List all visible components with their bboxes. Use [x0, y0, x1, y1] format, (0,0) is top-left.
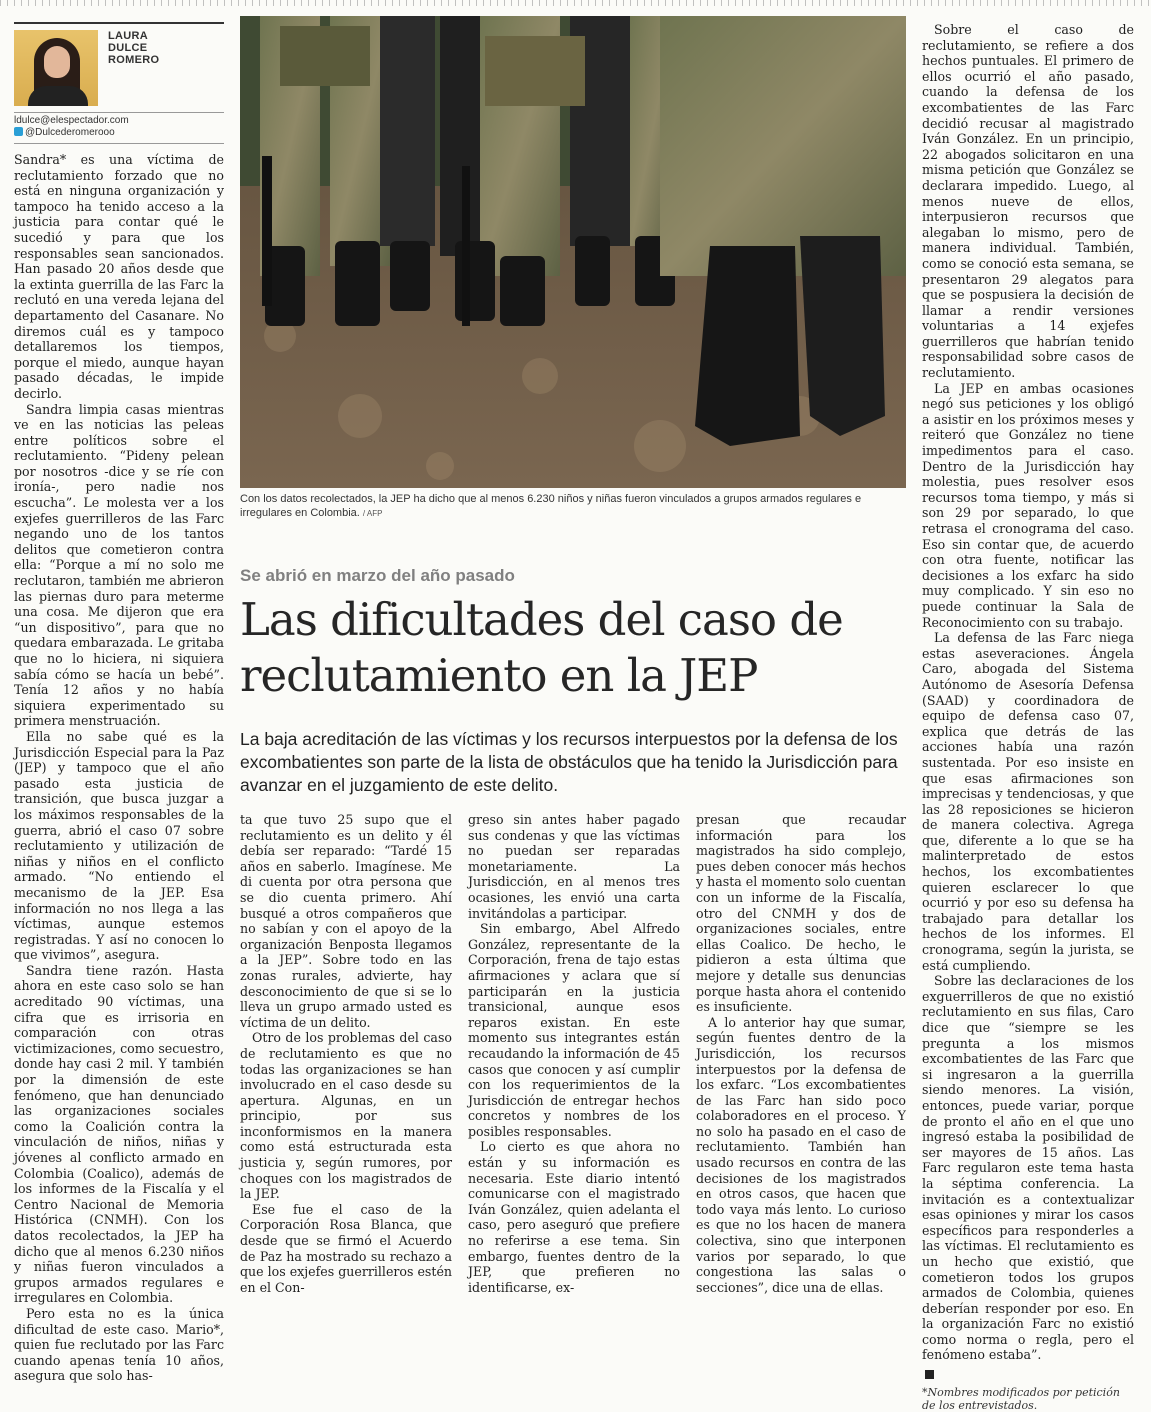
photo-credit: / AFP	[362, 509, 383, 518]
article-body-col-4	[696, 812, 906, 1295]
paragraph: Otro de los problemas del caso de reclutamiento es que no todas las organizaciones se han involucrado en el caso desde su apertura. Algunas, en un principio, por sus inconformismos en la manera como está estructurada esta justicia y, según rumores, por choques con los magistrados de la JEP.	[240, 1030, 452, 1202]
hero-photo	[240, 16, 906, 488]
author-name-line: ROMERO	[108, 54, 160, 66]
author-name	[108, 30, 159, 106]
paragraph: Sin embargo, Abel Alfredo González, representante de la Corporación, frena de tajo estas afirmaciones y aclara que sí participarán en la justicia transicional, aunque esos reparos existan. En este momento sus integrantes están recaudando la información de 45 casos que conocen y así cumplir con los requerimientos de la Jurisdicción de entregar hechos concretos y nombres de los posibles responsables.	[468, 921, 680, 1139]
end-mark-icon	[925, 1370, 934, 1379]
paragraph: Sandra tiene razón. Hasta ahora en este caso solo se han acreditado 90 víctimas, una cifra que es irrisoria en comparación con otras victimizaciones, como secuestro, donde hay casi 2 mil. Y también por la dimensión de este fenómeno, que han denunciado las organizaciones sociales como la Coalición contra la vinculación de niños, niñas y jóvenes al conflicto armado en Colombia (Coalico), además de los informes de la Fiscalía y el Centro Nacional de Memoria Histórica (CNMH). Con los datos recolectados, la JEP ha dicho que al menos 6.230 niños y niñas fueron vinculados a grupos armados regulares e irregulares en Colombia.	[14, 962, 224, 1306]
article-body-col-5	[922, 22, 1134, 1363]
paragraph: Ella no sabe qué es la Jurisdicción Especial para la Paz (JEP) y tampoco que el año pasado esta justicia de transición, que busca juzgar a los máximos responsables de la guerra, abrió el caso 07 sobre reclutamiento y utilización de niñas y niños en el conflicto armado. “No entiendo el mecanismo de la JEP. Esa información no nos llega a las víctimas, aunque estemos registradas. Y así no conocen lo que vivimos”, asegura.	[14, 728, 224, 963]
paragraph: Sandra limpia casas mientras ve en las noticias las peleas entre políticos sobre el reclutamiento. “Pideny pelean por nosotros -dice y se ríe con ironía-, pero nadie nos escucha”. Le molesta ver a los exjefes guerrilleros de las Farc negando uno de los tantos delitos que cometieron contra ella: “Porque a mí no solo me reclutaron, también me abrieron las piernas duro para meterme una cosa. Me dijeron que era “un dispositivo”, para que no quedara embarazada. Le gritaba que no lo hiciera, ni siquiera sabía cómo se hacía un bebé”. Tenía 12 años y no había siquiera experimentado su primera menstruación.	[14, 401, 224, 729]
paragraph: Lo cierto es que ahora no están y su información es necesaria. Este diario intentó comunicarse con el magistrado Iván González, quien adelanta el caso, pero aseguró que prefiere no referirse a ese tema. Sin embargo, fuentes dentro de la JEP, que prefieren no identificarse, ex-	[468, 1139, 680, 1295]
paragraph: A lo anterior hay que sumar, según fuentes dentro de la Jurisdicción, los recursos interpuestos por la defensa de los exfarc. “Los excombatientes de las Farc han sido poco colaboradores en el proceso. Y no solo ha pasado en el caso de reclutamiento. También han usado recursos en contra de las decisiones de los magistrados en otros casos, que hacen que todo vaya más lento. Lo curioso es que no los hacen de manera colectiva, sino que interponen varios por separado, lo que congestiona las salas o secciones”, dice una de ellas.	[696, 1014, 906, 1295]
paragraph: presan que recaudar información para los magistrados ha sido complejo, pues deben conocer más hechos y hasta el momento solo cuentan con un informe de la Fiscalía, otro del CNMH y dos de organizaciones sociales, entre ellas Coalico. De hecho, le pidieron a esta última que mejore y detalle sus denuncias porque hasta ahora el contenido es insuficiente.	[696, 812, 906, 1015]
article-body-col-1	[14, 152, 224, 1384]
paragraph: La defensa de las Farc niega estas aseveraciones. Ángela Caro, abogada del Sistema Autónomo de Asesoría Defensa (SAAD) y coordinadora de equipo de defensa caso 07, explica que detrás de las acciones había una razón sustentada. Por eso insiste en que esas afirmaciones son imprecisas y tendenciosas, y que las 28 reposiciones se hicieron de manera colectiva. Agrega que, diferente a lo que se ha malinterpretado de estos hechos, los excombatientes quieren esclarecer lo que ocurrió y por eso su defensa ha trabajado para detallar los hechos de los informes. El cronograma, según la jurista, se está cumpliendo.	[922, 630, 1134, 973]
author-box	[14, 22, 224, 113]
author-twitter[interactable]: @Dulcederomerooo	[25, 127, 115, 138]
photo-caption	[240, 492, 906, 521]
author-contact	[14, 113, 224, 144]
right-column	[922, 22, 1134, 1412]
paragraph: greso sin antes haber pagado sus condenas y que las víctimas no puedan ser reparadas monetariamente. La Jurisdicción, en al menos tres ocasiones, les envió una carta invitándolas a participar.	[468, 812, 680, 921]
paragraph: ta que tuvo 25 supo que el reclutamiento es un delito y él debía ser reparado: “Tardé 15 años en saberlo. Imagínese. Me di cuenta por otra persona que se dio cuenta primero. Ahí busqué a otros compañeros que no sabían y con el apoyo de la organización Benposta llegamos a la JEP”. Sobre todo en las zonas rurales, advierte, hay desconocimiento de que si se lo lleva un grupo armado usted es víctima de un delito.	[240, 812, 452, 1030]
soldiers-photo-illustration	[240, 16, 906, 488]
author-photo	[14, 30, 98, 106]
twitter-icon	[14, 127, 23, 136]
kicker: Se abrió en marzo del año pasado	[240, 566, 515, 585]
author-email[interactable]: ldulce@elespectador.com	[14, 115, 129, 126]
author-name-line: LAURA	[108, 30, 148, 42]
footnote: *Nombres modificados por petición de los entrevistados.	[922, 1386, 1120, 1412]
paragraph: Sandra* es una víctima de reclutamiento forzado que no está en ninguna organización y tampoco ha tenido acceso a la justicia para contar qué le sucedió y para que los responsables sean sancionados. Han pasado 20 años desde que la extinta guerrilla de las Farc la reclutó en una vereda lejana del departamento del Casanare. No diremos cuál es y tampoco detallaremos los tiempos, porque el miedo, aunque hayan pasado décadas, le impide decirlo.	[14, 152, 224, 401]
top-rule	[0, 0, 1151, 6]
paragraph: La JEP en ambas ocasiones negó sus peticiones y los obligó a asistir en los próximos meses y reiteró que González no tiene impedimentos para el caso. Dentro de la Jurisdicción hay molestia, pues resolver esos recursos toma tiempo, y más si son 29 por separado, lo que retrasa el cronograma del caso. Eso sin contar que, de acuerdo con otra fuente, notificar las decisiones a los exfarc ha sido muy complicado. Y sin eso no puede continuar la Sala de Reconocimiento con su trabajo.	[922, 380, 1134, 630]
deck: La baja acreditación de las víctimas y los recursos interpuestos por la defensa de los excombatientes son parte de la lista de obstáculos que ha tenido la Jurisdicción para avanzar en el juzgamiento de este delito.	[240, 729, 898, 795]
paragraph: Sobre el caso de reclutamiento, se refiere a dos hechos puntuales. El primero de ellos ocurrió el año pasado, cuando la defensa de los excombatientes de las Farc decidió recusar al magistrado Iván González. En un principio, 22 abogados solicitaron en una misma petición que González se declarara impedido. Luego, al menos nueve de ellos, interpusieron recursos que alegaban lo mismo, pero de manera individual. También, como se conoció esta semana, se presentaron 29 alegatos para que se pospusiera la decisión de llamar a rendir versiones voluntarias a 14 exjefes guerrilleros que habrían tenido responsabilidad sobre casos de reclutamiento.	[922, 22, 1134, 381]
article-body-col-3	[468, 812, 680, 1295]
author-name-line: DULCE	[108, 42, 148, 54]
left-column	[14, 22, 224, 1384]
headline: Las dificultades del caso de reclutamiento en la JEP	[240, 593, 843, 702]
paragraph: Ese fue el caso de la Corporación Rosa Blanca, que desde que se firmó el Acuerdo de Paz ha mostrado su rechazo a que los exjefes guerrilleros estén en el Con-	[240, 1201, 453, 1295]
paragraph: Sobre las declaraciones de los exguerrilleros de que no existió reclutamiento en sus filas, Caro dice que “siempre se les pregunta a los mismos excombatientes de las Farc que si ingresaron a la guerrilla siendo menores. La visión, entonces, puede variar, porque de pronto el año en el que uno ingresó estaba la posibilidad de ser mayores de 15 años. Las Farc regularon este tema hasta la séptima conferencia. La invitación es a contextualizar esas opiniones y mirar los casos específicos para responderles a las víctimas. El reclutamiento es un hecho que existió, que cometieron todos los grupos armados de Colombia, quienes deberían responder por eso. En la organización Farc no existió como norma o regla, pero el fenómeno estaba”.	[922, 973, 1134, 1363]
paragraph: Pero esta no es la única dificultad de este caso. Mario*, quien fue reclutado por las Farc cuando apenas tenía 10 años, asegura que solo has-	[14, 1305, 224, 1384]
article-body-col-2	[240, 812, 452, 1295]
caption-text: Con los datos recolectados, la JEP ha dicho que al menos 6.230 niños y niñas fueron vinculados a grupos armados regulares e irregulares en Colombia.	[240, 493, 862, 519]
